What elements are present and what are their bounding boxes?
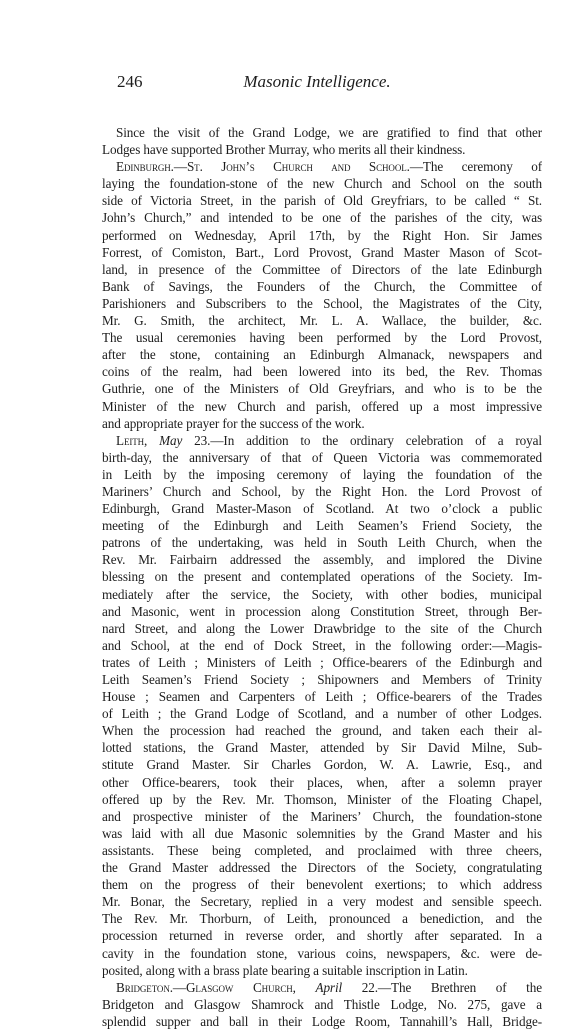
text-line — [102, 261, 542, 278]
text-segment: trates of Leith ; Ministers of Leith ; Office-bearers of the Edinburgh and — [102, 654, 542, 670]
text-line — [102, 637, 542, 654]
text-line — [102, 568, 542, 585]
running-title: Masonic Intelligence. — [243, 72, 391, 91]
text-line — [102, 603, 542, 620]
text-line — [102, 808, 542, 825]
text-segment: coins of the realm, had been lowered into its bed, the Rev. Thomas — [102, 364, 542, 380]
text-segment: stitute Grand Master. Sir Charles Gordon, W. A. Lawrie, Esq., and — [102, 757, 542, 773]
text-line — [102, 620, 542, 637]
text-segment: Mr. G. Smith, the architect, Mr. L. A. Wallace, the builder, &c. — [102, 313, 542, 329]
text-segment: them on the progress of their benevolent exertions; to which address — [102, 877, 542, 893]
text-line — [102, 141, 542, 158]
text-line — [102, 910, 542, 927]
text-line — [102, 774, 542, 791]
text-segment: land, in presence of the Committee of Directors of the late Edinburgh — [102, 261, 542, 277]
page-number: 246 — [117, 72, 143, 91]
text-line — [102, 500, 542, 517]
text-segment: meeting of the Edinburgh and Leith Seamen’s Friend Society, the — [102, 518, 542, 534]
text-line — [102, 192, 542, 209]
text-segment: assistants. These being completed, and proclaimed with three cheers, — [102, 842, 542, 858]
section-heading: Edinburgh.—St. John’s Church and School. — [116, 159, 410, 175]
text-line — [102, 534, 542, 551]
text-line — [102, 278, 542, 295]
text-segment: Lodges have supported Brother Murray, who merits all their kindness. — [102, 142, 466, 158]
text-segment: Rev. Mr. Fairbairn addressed the assembly, and implored the Divine — [102, 552, 542, 568]
text-line — [102, 705, 542, 722]
text-line — [102, 825, 542, 842]
text-line — [102, 380, 542, 397]
text-segment: The usual ceremonies having been performed by the Lord Provost, — [102, 330, 542, 346]
text-segment: procession returned in reverse order, and shortly after separated. In a — [102, 928, 542, 944]
text-segment: Mr. Bonar, the Secretary, replied in a very modest and sensible speech. — [102, 894, 542, 910]
text-line — [102, 739, 542, 756]
text-segment: nard Street, and along the Lower Drawbridge to the site of the Church — [102, 620, 542, 636]
text-line — [102, 329, 542, 346]
text-segment: Bank of Savings, the Founders of the Church, the Committee of — [102, 278, 542, 294]
text-segment: splendid supper and ball in their Lodge Room, Tannahill’s Hall, Bridge- — [102, 1013, 542, 1029]
text-segment: Since the visit of the Grand Lodge, we are gratified to find that other — [116, 125, 542, 140]
text-line — [102, 876, 542, 893]
text-segment: birth-day, the anniversary of that of Queen Victoria was commemorated — [102, 449, 542, 465]
page-header — [117, 72, 517, 94]
text-segment: Edinburgh, Grand Master-Mason of Scotland. At two o’clock a public — [102, 501, 542, 517]
text-segment: John’s Church,” and intended to be one of the parishes of the city, was — [102, 210, 542, 226]
text-line — [102, 295, 542, 312]
text-segment: When the procession had reached the ground, and taken each their al- — [102, 723, 542, 739]
text-segment: in Leith by the imposing ceremony of laying the foundation of the — [102, 466, 542, 482]
text-line — [102, 124, 542, 141]
text-line — [102, 586, 542, 603]
text-line — [102, 1013, 542, 1030]
text-segment: other Office-bearers, took their places, when, after a solemn prayer — [102, 774, 542, 790]
text-segment: The Rev. Mr. Thorburn, of Leith, pronounced a benediction, and the — [102, 911, 542, 927]
text-segment: of Leith ; the Grand Lodge of Scotland, and a number of other Lodges. — [102, 706, 542, 722]
text-line — [102, 962, 542, 979]
text-line — [102, 158, 542, 175]
text-segment: after the stone, containing an Edinburgh Almanack, newspapers and — [102, 347, 542, 363]
text-line — [102, 859, 542, 876]
section-heading: Leith, — [116, 432, 160, 448]
text-line — [102, 432, 542, 449]
text-segment: patrons of the undertaking, was held in South Leith Church, when the — [102, 535, 542, 551]
text-segment: side of Victoria Street, in the parish of Old Greyfriars, to be called “ St. — [102, 193, 542, 209]
text-line — [102, 791, 542, 808]
text-line — [102, 688, 542, 705]
text-segment: House ; Seamen and Carpenters of Leith ; Office-bearers of the Trades — [102, 689, 542, 705]
text-line — [102, 517, 542, 534]
text-line — [102, 346, 542, 363]
text-line — [102, 483, 542, 500]
text-segment: was laid with all due Masonic solemnities by the Grand Master and his — [102, 825, 542, 841]
text-segment: lotted stations, the Grand Master, attended by Sir David Milne, Sub- — [102, 740, 542, 756]
text-line — [102, 551, 542, 568]
text-segment: 22.—The Brethren of the — [342, 979, 542, 995]
text-line — [102, 398, 542, 415]
text-segment: and prospective minister of the Mariners’ Church, the foundation-stone — [102, 808, 542, 824]
text-segment: Leith Seamen’s Friend Society ; Shipowners and Members of Trinity — [102, 672, 542, 687]
text-segment: Parishioners and Subscribers to the School, the Magistrates of the City, — [102, 295, 542, 311]
article-body — [102, 124, 542, 1030]
text-line — [102, 312, 542, 329]
text-segment: cavity in the foundation stone, various coins, newspapers, &c. were de- — [102, 945, 542, 961]
text-line — [102, 363, 542, 380]
text-segment: mediately after the service, the Society, with other bodies, municipal — [102, 586, 542, 602]
text-line — [102, 927, 542, 944]
text-line — [102, 449, 542, 466]
text-line — [102, 415, 542, 432]
text-segment: and appropriate prayer for the success of the work. — [102, 415, 365, 431]
text-line — [102, 654, 542, 671]
text-line — [102, 175, 542, 192]
italic-date: May — [159, 432, 183, 448]
text-segment: and School, at the end of Dock Street, in the following order:—Magis- — [102, 637, 542, 653]
text-segment: blessing on the present and contemplated operations of the Society. Im- — [102, 569, 542, 585]
text-line — [102, 466, 542, 483]
text-segment: Mariners’ Church and School, by the Right Hon. the Lord Provost of — [102, 483, 542, 499]
text-segment: Bridgeton and Glasgow Shamrock and Thistle Lodge, No. 275, gave a — [102, 996, 542, 1012]
text-segment: Minister of the new Church and parish, offered up a most impressive — [102, 398, 542, 414]
text-line — [102, 722, 542, 739]
text-line — [102, 244, 542, 261]
text-segment: 23.—In addition to the ordinary celebration of a royal — [182, 432, 542, 448]
text-line — [102, 945, 542, 962]
text-segment: Guthrie, one of the Ministers of Old Greyfriars, and who is to be the — [102, 381, 542, 397]
text-line — [102, 671, 542, 688]
text-line — [102, 209, 542, 226]
text-line — [102, 979, 542, 996]
text-line — [102, 893, 542, 910]
text-segment: Forrest, of Comiston, Bart., Lord Provost, Grand Master Mason of Scot- — [102, 244, 542, 260]
text-line — [102, 842, 542, 859]
section-heading: Bridgeton.—Glasgow Church, — [116, 979, 316, 995]
text-segment: performed on Wednesday, April 17th, by the Right Hon. Sir James — [102, 227, 542, 243]
italic-date: April — [315, 979, 343, 995]
text-segment: the Grand Master addressed the Directors of the Society, congratulating — [102, 860, 542, 876]
text-segment: offered up by the Rev. Mr. Thomson, Minister of the Floating Chapel, — [102, 791, 542, 807]
text-line — [102, 227, 542, 244]
text-line — [102, 996, 542, 1013]
text-segment: and Masonic, went in procession along Constitution Street, through Ber- — [102, 603, 542, 619]
text-segment: laying the foundation-stone of the new Church and School on the south — [102, 176, 542, 192]
text-line — [102, 756, 542, 773]
text-segment: posited, along with a brass plate bearing a suitable inscription in Latin. — [102, 962, 468, 978]
text-segment: —The ceremony of — [409, 159, 542, 175]
